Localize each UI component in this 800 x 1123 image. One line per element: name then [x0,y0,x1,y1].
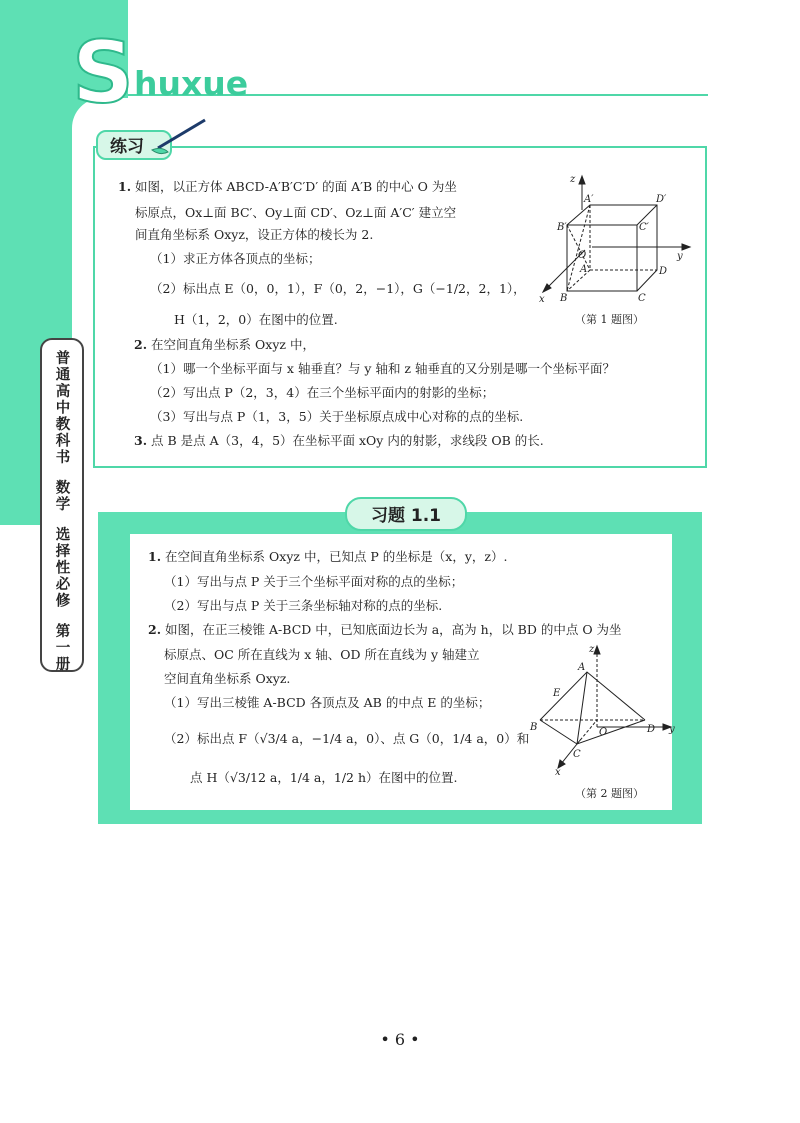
label-E: E [553,688,561,699]
practice-q1-sub1: （1）求正方体各顶点的坐标； [150,251,321,266]
practice-q1 [118,181,457,194]
logo-initial: S [72,23,134,123]
pen-icon [150,116,210,156]
label-O: O [599,727,608,738]
exercise-tag: 习题 1.1 [345,497,467,531]
label-x: x [555,767,561,777]
y-arrow [682,244,690,250]
practice-q1-line2: 标原点，Ox⊥面 BC′、Oy⊥面 CD′、Oz⊥面 A′C′ 建立空 [135,205,457,220]
exercise-q2-sub1: （1）写出三棱锥 A-BCD 各顶点及 AB 的中点 E 的坐标； [164,695,491,710]
edge-AC [577,672,587,744]
z-arrow [579,176,585,184]
label-y: y [669,724,675,735]
label-z: z [570,174,576,185]
label-D: D [647,724,656,735]
edges-BC-CD [540,720,645,744]
label-O: O [578,250,587,261]
exercise-q1 [148,551,507,564]
label-A1: A′ [584,194,594,205]
practice-q2-sub3: （3）写出与点 P（1，3，5）关于坐标原点成中心对称的点的坐标. [150,409,524,424]
exercise-q2 [148,624,622,637]
q2-line1: 在空间直角坐标系 Oxyz 中， [151,337,315,352]
practice-q1-sub2: （2）标出点 E（0，0，1），F（0，2，−1），G（−1/2，2，1）， [150,281,526,296]
label-C: C [573,749,581,760]
exercise-q2-line2: 标原点、OC 所在直线为 x 轴、OD 所在直线为 y 轴建立 [164,647,480,662]
exercise-q2-sub2: （2）标出点 F（√3/4 a，−1/4 a，0）、点 G（0，1/4 a，0）和 [164,731,530,746]
label-B: B [530,722,538,733]
practice-tag: 练习 [96,130,172,160]
label-A: A [578,662,586,673]
exercise-q1-sub2: （2）写出与点 P 关于三条坐标轴对称的点的坐标. [164,598,443,613]
q3-line1: 点 B 是点 A（3，4，5）在坐标平面 xOy 内的射影，求线段 OB 的长. [151,433,544,448]
label-C1: C′ [639,222,649,233]
practice-q2 [134,339,315,352]
z-arrow [594,646,600,654]
cube-figure [535,170,700,305]
q2-number: 2. [134,337,148,352]
practice-q1-line3: 间直角坐标系 Oxyz，设正方体的棱长为 2. [135,227,374,242]
exercise-q2-sub2b: 点 H（√3/12 a，1/4 a，1/2 h）在图中的位置. [190,770,458,785]
subject-logo [72,23,249,123]
practice-q3 [134,435,544,448]
book-title-tab [40,338,84,672]
ex-q2-line1: 如图，在正三棱锥 A-BCD 中，已知底面边长为 a，高为 h，以 BD 的中点 O 为坐 [165,622,622,637]
label-D1: D′ [656,194,667,205]
label-z: z [589,644,595,655]
figure1-caption: （第 1 题图） [575,313,644,326]
exercise-q1-sub1: （1）写出与点 P 关于三个坐标平面对称的点的坐标； [164,574,464,589]
ex-q1-line1: 在空间直角坐标系 Oxyz 中，已知点 P 的坐标是（x，y，z）. [165,549,508,564]
q1-line1: 如图，以正方体 ABCD-A′B′C′D′ 的面 A′B 的中心 O 为坐 [135,179,457,194]
book-title: 普通高中教科书 数学 选择性必修 第一册 [53,350,70,673]
pyramid-figure [525,642,690,777]
q1-number: 1. [118,179,132,194]
q3-number: 3. [134,433,148,448]
practice-q1-sub2b: H（1，2，0）在图中的位置. [174,312,338,327]
label-x: x [539,294,545,305]
practice-q2-sub2: （2）写出点 P（2，3，4）在三个坐标平面内的射影的坐标； [150,385,495,400]
exercise-q2-line3: 空间直角坐标系 Oxyz. [164,671,291,686]
label-A: A [580,264,588,275]
ex-q1-number: 1. [148,549,162,564]
figure2-caption: （第 2 题图） [575,787,644,800]
label-B: B [560,293,568,304]
ex-q2-number: 2. [148,622,162,637]
label-C: C [638,293,646,304]
label-D: D [659,266,668,277]
label-y: y [677,251,683,262]
practice-q2-sub1: （1）哪一个坐标平面与 x 轴垂直？与 y 轴和 z 轴垂直的又分别是哪一个坐标平面？ [150,361,615,376]
label-B1: B′ [557,222,567,233]
logo-text: huxue [134,64,249,103]
page-number: • 6 • [380,1030,420,1049]
